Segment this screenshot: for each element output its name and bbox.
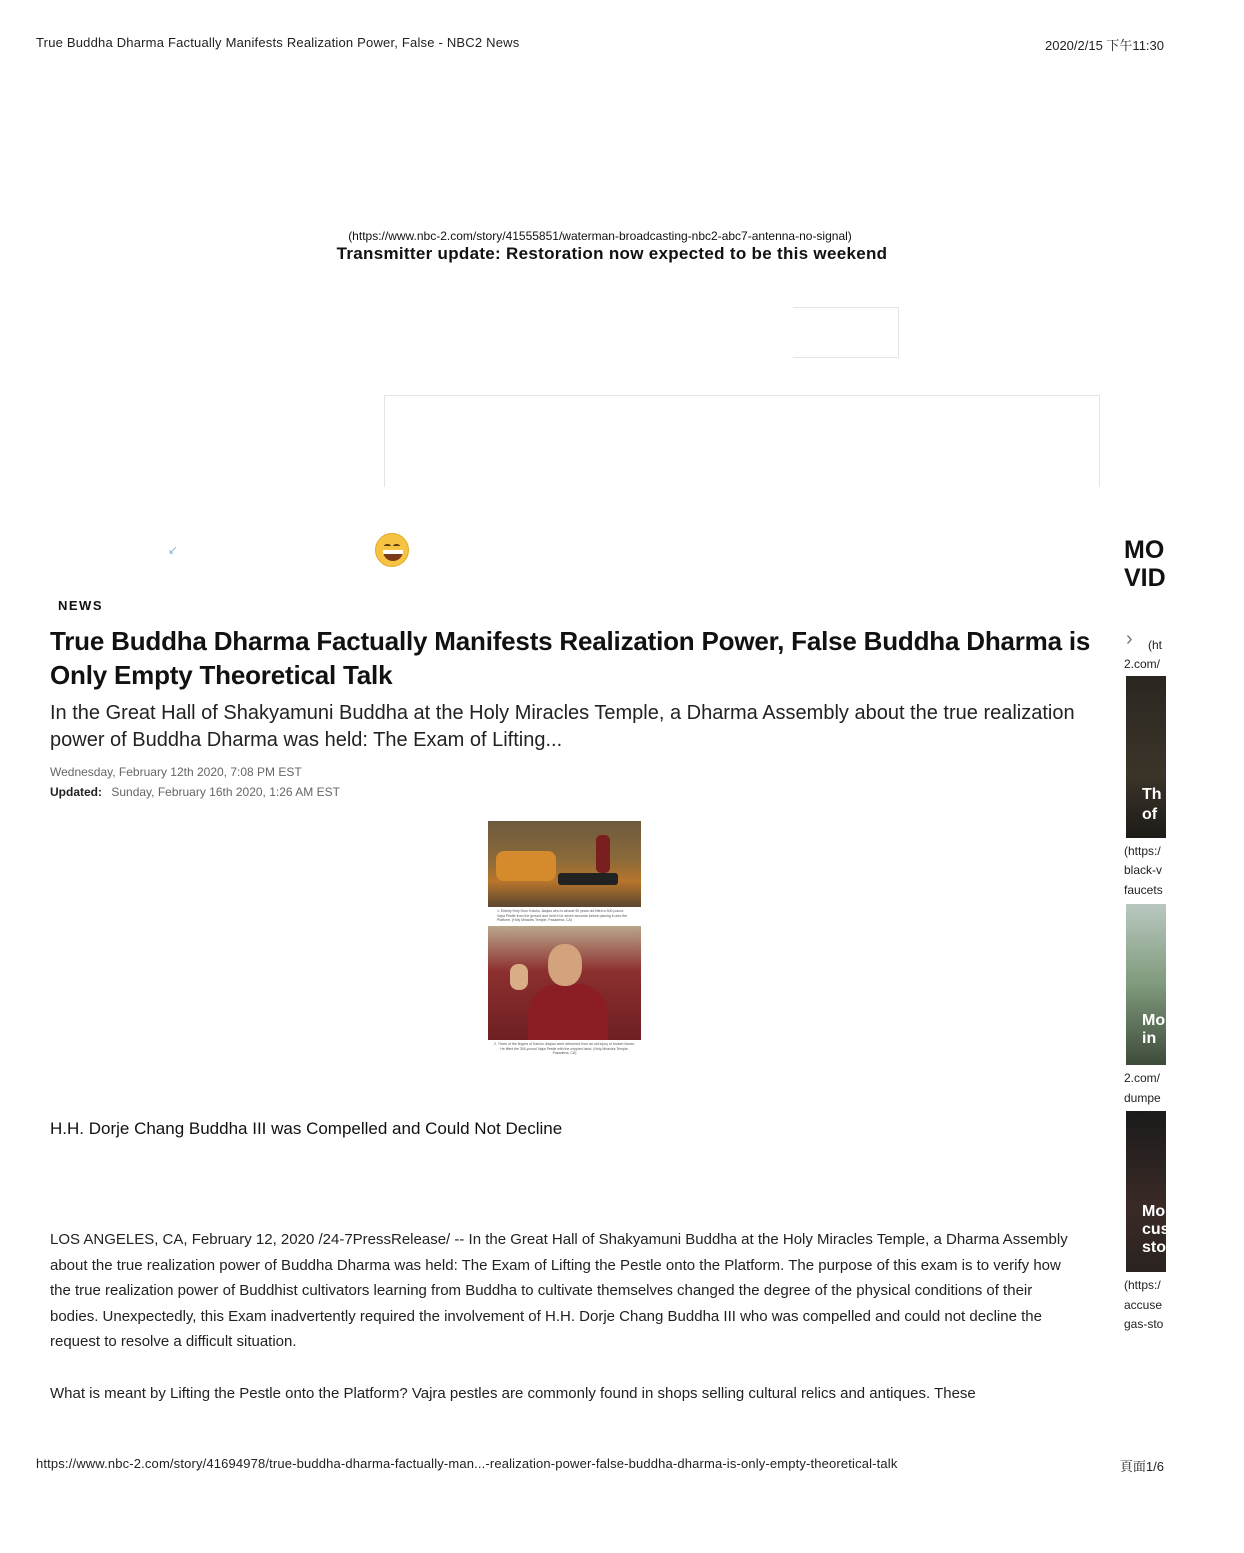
ad-frame-large — [384, 395, 1100, 487]
rail-video-thumbnail-1[interactable] — [1126, 676, 1166, 838]
rail-link-4-line-3[interactable]: gas-sto — [1124, 1317, 1164, 1331]
updated-date: Sunday, February 16th 2020, 1:26 AM EST — [111, 785, 340, 799]
rail-heading-line-1: MO — [1124, 536, 1165, 564]
ad-frame-small — [793, 307, 899, 358]
updated-row — [50, 785, 340, 799]
rail-link-1[interactable]: (ht — [1148, 638, 1163, 652]
photo-lifting-pestle — [488, 821, 641, 907]
arrow-icon[interactable]: ↙ — [168, 543, 179, 557]
article-subhead: In the Great Hall of Shakyamuni Buddha at the Holy Miracles Temple, a Dharma Assembly about the true realization power of Buddha Dharma was held: The Exam of Lifting... — [50, 702, 1075, 751]
thumb3-title-line-1: Mo — [1142, 1203, 1166, 1220]
photo-caption-2: 2. Three of the fingers of Kaichu Jiaqiao were deformed from an old injury of broken bones. He lifted the 300-pound Vajra Pestle with the crippled hand. (Holy Miracles Temple, Pasadena, CA) — [494, 1042, 635, 1055]
photo-face — [548, 944, 582, 986]
photo-raised-hand — [510, 964, 528, 990]
thumb2-title-line-2: in — [1142, 1030, 1157, 1047]
body-paragraph-1: LOS ANGELES, CA, February 12, 2020 /24-7PressRelease/ -- In the Great Hall of Shakyamuni Buddha at the Holy Miracles Temple, a Dharma Assembly about the true realization power of Buddha Dharma was held: The Exam of Lifting the Pestle onto the Platform. The purpose of this exam is to verify how the true realization power of Buddhist cultivators learning from Buddha to cultivate themselves changed the degree of the physical conditions of their bodies. Unexpectedly, this Exam inadvertently required the involvement of H.H. Dorje Chang Buddha III who was compelled and could not decline the request to resolve a difficult situation. — [50, 1231, 1068, 1350]
thumb1-title-line-1: Th — [1142, 786, 1162, 803]
print-footer-page-number: 頁面1/6 — [1119, 1459, 1164, 1474]
photo-guru-portrait — [488, 926, 641, 1040]
photo-pestle — [558, 873, 618, 885]
grinning-emoji-icon[interactable] — [375, 533, 409, 567]
emoji-right-eye — [393, 544, 400, 548]
rail-video-thumbnail-3[interactable] — [1126, 1111, 1170, 1272]
rail-link-2-line-3[interactable]: faucets — [1124, 883, 1163, 897]
article-headline: True Buddha Dharma Factually Manifests Realization Power, False Buddha Dharma is Only Empty Theoretical Talk — [50, 626, 1091, 690]
photo-lama — [596, 835, 610, 873]
rail-heading — [1124, 536, 1244, 592]
rail-video-thumbnail-2[interactable] — [1126, 904, 1166, 1065]
body-subheading: H.H. Dorje Chang Buddha III was Compelled and Could Not Decline — [50, 1119, 563, 1138]
thumb2-title-line-1: Mo — [1142, 1012, 1166, 1029]
photo-monks — [496, 851, 556, 881]
published-date: Wednesday, February 12th 2020, 7:08 PM EST — [50, 765, 302, 779]
rail-link-3[interactable]: 2.com/ — [1124, 1071, 1161, 1085]
photo-caption-1: 1. Elderly Holy Guru Kaichu Jiaqiao who is almost 90 years old lifted a 300-pound Vajra Pestle from the ground and held it for seven seconds before placing it onto the Platform. (Holy Miracles Temple, Pasadena, CA) — [497, 909, 628, 922]
rail-link-2[interactable]: (https:/ — [1124, 844, 1161, 858]
article-photo[interactable] — [487, 820, 642, 1055]
print-header-datetime: 2020/2/15 下午11:30 — [1044, 38, 1164, 53]
breaking-news-url[interactable]: (https://www.nbc-2.com/story/41555851/waterman-broadcasting-nbc2-abc7-antenna-no-signal) — [348, 229, 852, 243]
rail-heading-line-2: VID — [1124, 564, 1166, 592]
rail-link-2-line-2[interactable]: black-v — [1124, 863, 1163, 877]
emoji-left-eye — [384, 544, 391, 548]
updated-label: Updated: — [50, 785, 102, 799]
rail-link-4-line-2[interactable]: accuse — [1124, 1298, 1163, 1312]
thumb3-title-line-2: cus — [1142, 1221, 1170, 1238]
body-paragraph-2: What is meant by Lifting the Pestle onto the Platform? Vajra pestles are commonly found in shops selling cultural relics and antiques. These — [50, 1385, 976, 1402]
rail-link-1-line-2[interactable]: 2.com/ — [1124, 657, 1161, 671]
emoji-teeth — [383, 550, 403, 554]
rail-link-4[interactable]: (https:/ — [1124, 1278, 1161, 1292]
more-videos-rail — [1124, 536, 1170, 1356]
section-label[interactable]: NEWS — [58, 598, 103, 613]
photo-robe — [528, 984, 608, 1040]
breaking-news-title[interactable]: Transmitter update: Restoration now expected to be this weekend — [336, 244, 888, 263]
thumb3-title-line-3: sto — [1142, 1239, 1166, 1256]
print-footer-url: https://www.nbc-2.com/story/41694978/true-buddha-dharma-factually-man...-realization-power-false-buddha-dharma-is-only-empty-theoretical-talk — [36, 1456, 898, 1471]
rail-link-3-line-2[interactable]: dumpe — [1124, 1091, 1161, 1105]
chevron-right-icon[interactable]: › — [1126, 628, 1133, 650]
thumb1-title-line-2: of — [1142, 806, 1158, 823]
print-header-title: True Buddha Dharma Factually Manifests Realization Power, False - NBC2 News — [36, 35, 520, 50]
